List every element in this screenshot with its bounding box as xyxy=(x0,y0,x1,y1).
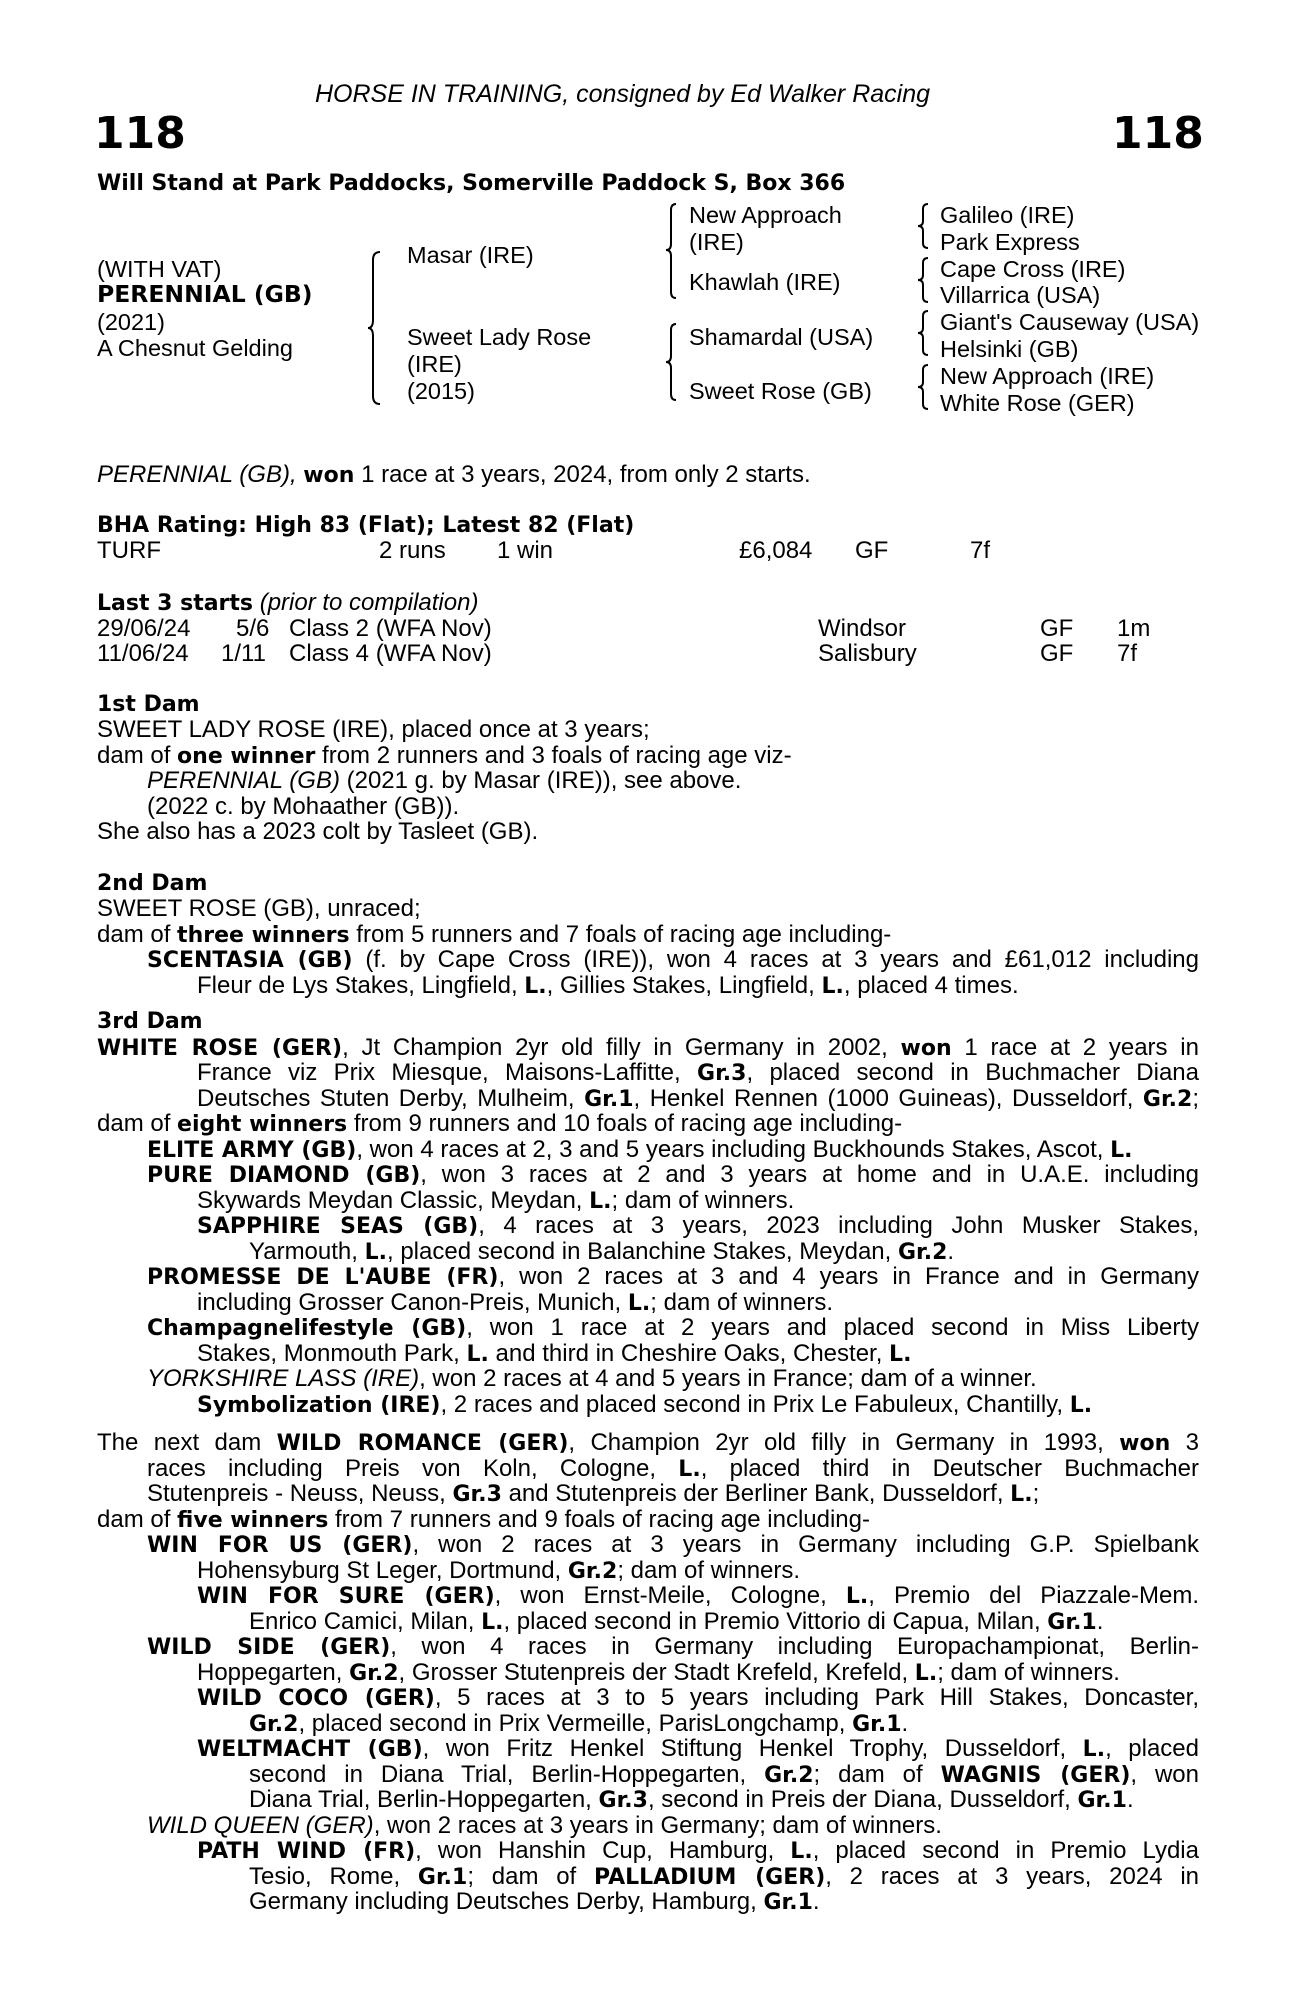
summary-text: 1 race at 3 years, 2024, from only 2 starts. xyxy=(361,461,811,488)
rating-surface: TURF xyxy=(97,537,161,564)
dam-text-cont: Deutsches Stuten Derby, Mulheim, Gr.1, Henkel Rennen (1000 Guineas), Dusseldorf, Gr.2; xyxy=(197,1085,1199,1112)
dam-line-2: (IRE) xyxy=(407,351,462,377)
produce-entry-cont: Enrico Camici, Milan, L., placed second in Premio Vittorio di Capua, Milan, Gr.1. xyxy=(249,1608,1104,1635)
pedigree-brace-4b xyxy=(918,256,932,306)
section-heading: 1st Dam xyxy=(97,692,200,717)
rating-distance: 7f xyxy=(970,537,991,564)
pedigree-brace-sire xyxy=(666,202,680,302)
horse-name: PERENNIAL (GB) xyxy=(97,280,313,308)
produce-entry-cont: Fleur de Lys Stakes, Lingfield, L., Gillies Stakes, Lingfield, L., placed 4 times. xyxy=(197,972,1019,999)
pedigree-brace-dam xyxy=(666,322,680,404)
catalogue-subtitle: HORSE IN TRAINING, consigned by Ed Walker Racing xyxy=(315,80,931,108)
dam-text-cont: Stutenpreis - Neuss, Neuss, Gr.3 and Stutenpreis der Berliner Bank, Dusseldorf, L.; xyxy=(147,1480,1040,1507)
stand-location: Will Stand at Park Paddocks, Somerville Paddock S, Box 366 xyxy=(97,171,846,196)
dam-text: SWEET LADY ROSE (IRE), placed once at 3 years; xyxy=(97,716,650,743)
produce-entry: PERENNIAL (GB) (2021 g. by Masar (IRE)), see above. xyxy=(147,767,742,794)
produce-entry-cont: Diana Trial, Berlin-Hoppegarten, Gr.3, second in Preis der Diana, Dusseldorf, Gr.1. xyxy=(249,1786,1134,1813)
produce-entry-cont: Hoppegarten, Gr.2, Grosser Stutenpreis der Stadt Krefeld, Krefeld, L.; dam of winners. xyxy=(197,1659,1120,1686)
dam-line-3: (2015) xyxy=(407,378,475,404)
dam-text-cont: France viz Prix Miesque, Maisons-Laffitte, Gr.3, placed second in Buchmacher Diana xyxy=(197,1059,1199,1086)
produce-entry: WIN FOR SURE (GER), won Ernst-Meile, Cologne, L., Premio del Piazzale-Mem. xyxy=(197,1582,1199,1609)
foaling-year: (2021) xyxy=(97,309,165,335)
sire: Masar (IRE) xyxy=(407,242,534,268)
sire-dam: Khawlah (IRE) xyxy=(689,269,841,295)
pedigree-brace-main xyxy=(368,250,384,406)
start-going: GF xyxy=(1040,615,1074,642)
produce-entry: SCENTASIA (GB) (f. by Cape Cross (IRE)), won 4 races at 3 years and £61,012 including xyxy=(147,946,1199,973)
summary-won: won xyxy=(303,463,355,488)
pedigree-brace-4d xyxy=(918,363,932,413)
sire-sire-line-2: (IRE) xyxy=(689,229,744,255)
start-distance: 7f xyxy=(1117,640,1138,667)
dam-note: She also has a 2023 colt by Tasleet (GB). xyxy=(97,818,539,845)
produce-entry: SAPPHIRE SEAS (GB), 4 races at 3 years, 2023 including John Musker Stakes, xyxy=(197,1212,1199,1239)
dam-dam-sire: New Approach (IRE) xyxy=(940,363,1155,389)
dam-line-1: Sweet Lady Rose xyxy=(407,324,592,350)
sire-sire-dam: Park Express xyxy=(940,229,1080,255)
horse-description: A Chesnut Gelding xyxy=(97,335,293,361)
rating-wins: 1 win xyxy=(497,537,554,564)
dam-text: SWEET ROSE (GB), unraced; xyxy=(97,895,421,922)
produce-entry: PROMESSE DE L'AUBE (FR), won 2 races at 3 and 4 years in France and in Germany xyxy=(147,1263,1199,1290)
dam-dam-dam: White Rose (GER) xyxy=(940,390,1135,416)
dam-produce-summary: dam of eight winners from 9 runners and 10 foals of racing age including- xyxy=(97,1110,903,1137)
dam-text: The next dam WILD ROMANCE (GER), Champion 2yr old filly in Germany in 1993, won 3 xyxy=(97,1429,1200,1456)
produce-entry: Symbolization (IRE), 2 races and placed second in Prix Le Fabuleux, Chantilly, L. xyxy=(197,1391,1093,1418)
produce-entry: PATH WIND (FR), won Hanshin Cup, Hamburg, L., placed second in Premio Lydia xyxy=(197,1837,1199,1864)
produce-entry: Champagnelifestyle (GB), won 1 race at 2 years and placed second in Miss Liberty xyxy=(147,1314,1199,1341)
produce-entry: WILD COCO (GER), 5 races at 3 to 5 years including Park Hill Stakes, Doncaster, xyxy=(197,1684,1199,1711)
dam-text-cont: races including Preis von Koln, Cologne, L., placed third in Deutscher Buchmacher xyxy=(147,1455,1199,1482)
dam-text: WHITE ROSE (GER), Jt Champion 2yr old filly in Germany in 2002, won 1 race at 2 years in xyxy=(97,1034,1199,1061)
pedigree-brace-4a xyxy=(918,202,932,252)
dam-sire-sire: Giant's Causeway (USA) xyxy=(940,309,1200,335)
dam-produce-summary: dam of five winners from 7 runners and 9 foals of racing age including- xyxy=(97,1506,870,1533)
start-date: 29/06/24 xyxy=(97,615,191,642)
start-course: Windsor xyxy=(818,615,907,642)
sire-sire-sire: Galileo (IRE) xyxy=(940,202,1075,228)
start-course: Salisbury xyxy=(818,640,917,667)
start-position: 1/11 xyxy=(221,640,266,667)
last-starts-title: Last 3 starts xyxy=(97,591,254,616)
sire-dam-dam: Villarrica (USA) xyxy=(940,282,1101,308)
produce-entry: WIN FOR US (GER), won 2 races at 3 years in Germany including G.P. Spielbank xyxy=(147,1531,1199,1558)
produce-entry-cont: second in Diana Trial, Berlin-Hoppegarten, Gr.2; dam of WAGNIS (GER), won xyxy=(249,1761,1199,1788)
produce-entry-cont: Germany including Deutsches Derby, Hamburg, Gr.1. xyxy=(249,1888,820,1915)
produce-entry-cont: Gr.2, placed second in Prix Vermeille, ParisLongchamp, Gr.1. xyxy=(249,1710,909,1737)
rating-going: GF xyxy=(855,537,889,564)
produce-entry-cont: including Grosser Canon-Preis, Munich, L.; dam of winners. xyxy=(197,1289,833,1316)
pedigree-brace-4c xyxy=(918,309,932,359)
produce-entry: ELITE ARMY (GB), won 4 races at 2, 3 and 5 years including Buckhounds Stakes, Ascot, L. xyxy=(147,1136,1133,1163)
start-distance: 1m xyxy=(1117,615,1151,642)
start-going: GF xyxy=(1040,640,1074,667)
dam-sire: Shamardal (USA) xyxy=(689,324,874,350)
lot-number-left: 118 xyxy=(94,108,186,159)
produce-entry-cont: Tesio, Rome, Gr.1; dam of PALLADIUM (GER), 2 races at 3 years, 2024 in xyxy=(249,1863,1200,1890)
rating-runs: 2 runs xyxy=(379,537,446,564)
bha-rating-title: BHA Rating: High 83 (Flat); Latest 82 (Flat) xyxy=(97,513,635,538)
start-race: Class 2 (WFA Nov) xyxy=(289,615,492,642)
produce-entry: (2022 c. by Mohaather (GB)). xyxy=(147,793,460,820)
last-starts-note: (prior to compilation) xyxy=(259,589,479,616)
section-heading: 3rd Dam xyxy=(97,1009,203,1034)
dam-dam: Sweet Rose (GB) xyxy=(689,378,872,404)
rating-prize: £6,084 xyxy=(739,537,813,564)
produce-entry-cont: Stakes, Monmouth Park, L. and third in Cheshire Oaks, Chester, L. xyxy=(197,1340,912,1367)
dam-produce-summary: dam of three winners from 5 runners and 7 foals of racing age including- xyxy=(97,921,892,948)
produce-entry: WELTMACHT (GB), won Fritz Henkel Stiftung Henkel Trophy, Dusseldorf, L., placed xyxy=(197,1735,1199,1762)
produce-entry-cont: Skywards Meydan Classic, Meydan, L.; dam of winners. xyxy=(197,1187,795,1214)
last-starts-heading xyxy=(97,590,478,617)
dam-produce-summary: dam of one winner from 2 runners and 3 foals of racing age viz- xyxy=(97,742,792,769)
dam-sire-dam: Helsinki (GB) xyxy=(940,336,1079,362)
start-race: Class 4 (WFA Nov) xyxy=(289,640,492,667)
vat-note: (WITH VAT) xyxy=(97,256,222,282)
sire-dam-sire: Cape Cross (IRE) xyxy=(940,256,1126,282)
start-date: 11/06/24 xyxy=(97,640,189,667)
produce-entry: PURE DIAMOND (GB), won 3 races at 2 and 3 years at home and in U.A.E. including xyxy=(147,1161,1200,1188)
sire-sire-line-1: New Approach xyxy=(689,202,842,228)
produce-entry: YORKSHIRE LASS (IRE), won 2 races at 4 and 5 years in France; dam of a winner. xyxy=(147,1365,1037,1392)
summary-horse-name: PERENNIAL (GB), xyxy=(97,461,297,488)
produce-entry: WILD QUEEN (GER), won 2 races at 3 years in Germany; dam of winners. xyxy=(147,1812,942,1839)
section-heading: 2nd Dam xyxy=(97,871,208,896)
start-position: 5/6 xyxy=(236,615,270,642)
race-summary xyxy=(97,462,811,489)
lot-number-right: 118 xyxy=(1112,108,1204,159)
produce-entry-cont: Hohensyburg St Leger, Dortmund, Gr.2; dam of winners. xyxy=(197,1557,801,1584)
produce-entry: WILD SIDE (GER), won 4 races in Germany including Europachampionat, Berlin- xyxy=(147,1633,1200,1660)
produce-entry-cont: Yarmouth, L., placed second in Balanchine Stakes, Meydan, Gr.2. xyxy=(249,1238,955,1265)
